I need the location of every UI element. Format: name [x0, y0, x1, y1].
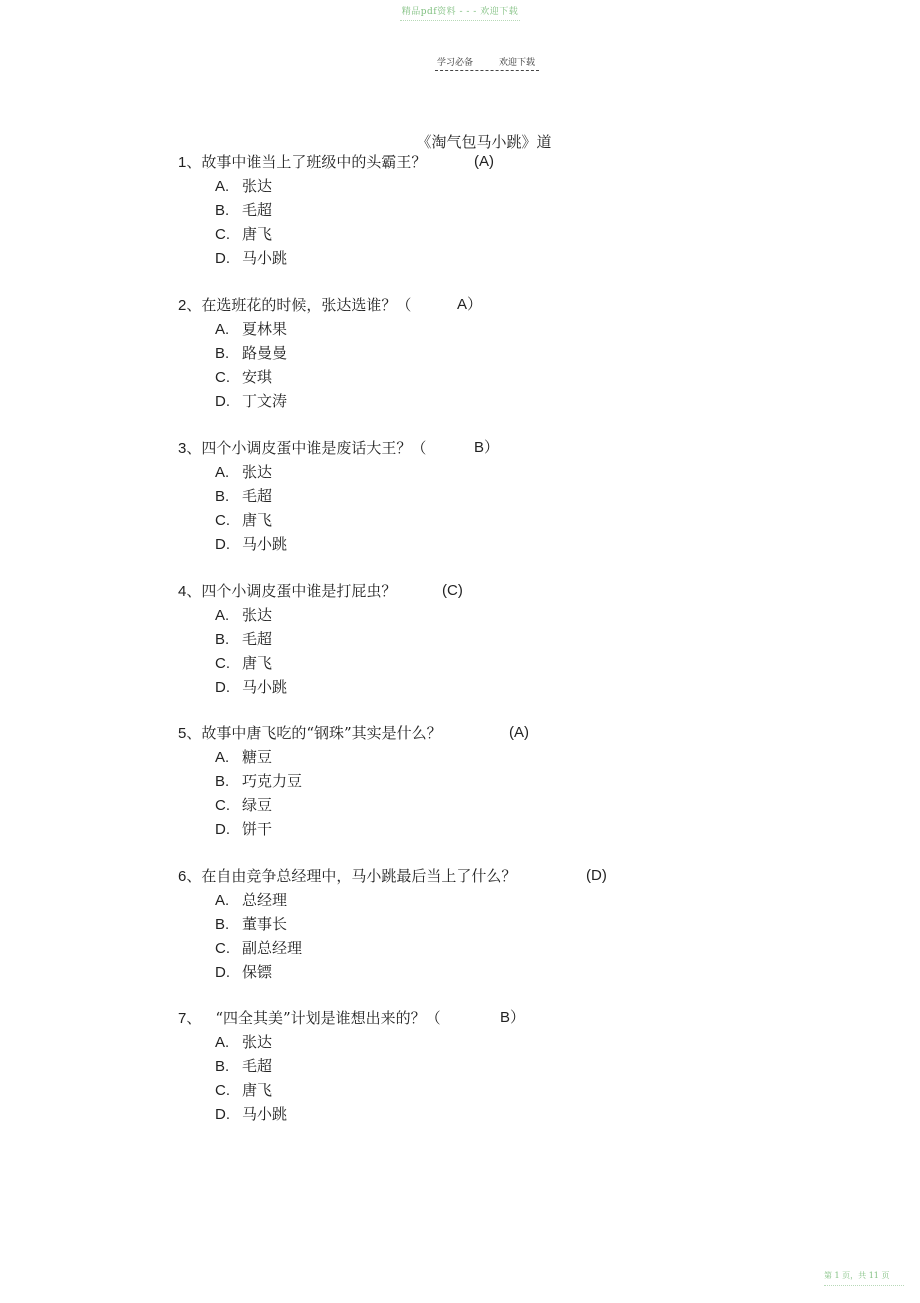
question-text: 四个小调皮蛋中谁是打屁虫？	[201, 582, 397, 600]
question-answer: B）	[500, 1009, 526, 1026]
option-letter: A.	[215, 749, 230, 766]
answer-option	[178, 960, 798, 984]
header-left-text: 学习必备	[437, 58, 474, 68]
answer-option	[178, 675, 798, 699]
option-text: 饼干	[242, 820, 273, 838]
option-letter: B.	[215, 916, 230, 933]
answer-option	[178, 198, 798, 222]
option-text: 马小跳	[242, 249, 288, 267]
option-text: 丁文涛	[242, 392, 288, 410]
option-text: 唐飞	[242, 511, 273, 529]
top-watermark-text: 精品pdf资料 - - - 欢迎下载	[401, 7, 519, 17]
question-line	[178, 293, 798, 317]
question-line	[178, 864, 798, 888]
option-letter: A.	[215, 607, 230, 624]
option-letter: A.	[215, 1034, 230, 1051]
answer-option	[178, 888, 798, 912]
option-letter: D.	[215, 1106, 230, 1123]
answer-option	[178, 174, 798, 198]
top-watermark	[0, 4, 920, 21]
option-letter: C.	[215, 1082, 230, 1099]
answer-option	[178, 912, 798, 936]
option-text: 唐飞	[242, 1081, 273, 1099]
question-line	[178, 579, 798, 603]
question-number: 3、	[178, 440, 202, 457]
option-letter: A.	[215, 464, 230, 481]
answer-option	[178, 745, 798, 769]
answer-option	[178, 222, 798, 246]
option-text: 张达	[242, 177, 273, 195]
question-text: 故事中谁当上了班级中的头霸王？	[201, 153, 427, 171]
option-letter: B.	[215, 202, 230, 219]
option-text: 毛超	[242, 1057, 273, 1075]
option-letter: C.	[215, 797, 230, 814]
page-number-text: 第 1 页，共 11 页	[824, 1271, 890, 1280]
option-text: 安琪	[242, 368, 273, 386]
question-answer: A）	[457, 296, 483, 313]
question-answer: (C)	[442, 582, 463, 599]
option-text: 毛超	[242, 487, 273, 505]
answer-option	[178, 936, 798, 960]
question-answer: (A)	[509, 724, 529, 741]
option-text: 张达	[242, 606, 273, 624]
option-letter: C.	[215, 226, 230, 243]
question-number: 5、	[178, 725, 202, 742]
option-letter: B.	[215, 631, 230, 648]
answer-option	[178, 460, 798, 484]
option-letter: C.	[215, 940, 230, 957]
option-letter: C.	[215, 655, 230, 672]
question-line	[178, 150, 798, 174]
question-block	[178, 1006, 798, 1126]
option-text: 总经理	[242, 891, 288, 909]
option-letter: B.	[215, 1058, 230, 1075]
answer-option	[178, 365, 798, 389]
answer-option	[178, 508, 798, 532]
option-text: 马小跳	[242, 1105, 288, 1123]
question-text: 在自由竞争总经理中，马小跳最后当上了什么？	[201, 867, 517, 885]
question-number: 1、	[178, 154, 202, 171]
answer-option	[178, 793, 798, 817]
option-text: 糖豆	[242, 748, 273, 766]
option-text: 马小跳	[242, 678, 288, 696]
answer-option	[178, 1078, 798, 1102]
question-block	[178, 864, 798, 984]
question-line	[178, 721, 798, 745]
option-text: 张达	[242, 463, 273, 481]
option-text: 保镖	[242, 963, 273, 981]
option-text: 张达	[242, 1033, 273, 1051]
question-text: 在选班花的时候，张达选谁？（	[201, 296, 412, 314]
answer-option	[178, 769, 798, 793]
answer-option	[178, 484, 798, 508]
option-text: 巧克力豆	[242, 772, 303, 790]
option-letter: B.	[215, 773, 230, 790]
answer-option	[178, 1102, 798, 1126]
option-letter: B.	[215, 488, 230, 505]
option-text: 夏林果	[242, 320, 288, 338]
option-letter: B.	[215, 345, 230, 362]
question-block	[178, 436, 798, 556]
question-number: 7、	[178, 1010, 202, 1027]
option-letter: D.	[215, 393, 230, 410]
question-block	[178, 293, 798, 413]
option-letter: A.	[215, 892, 230, 909]
question-block	[178, 150, 798, 270]
option-text: 毛超	[242, 201, 273, 219]
answer-option	[178, 317, 798, 341]
answer-option	[178, 389, 798, 413]
answer-option	[178, 341, 798, 365]
option-text: 副总经理	[242, 939, 303, 957]
question-number: 2、	[178, 297, 202, 314]
answer-option	[178, 1030, 798, 1054]
question-number: 4、	[178, 583, 202, 600]
question-text: “四全其美”计划是谁想出来的？（	[215, 1009, 441, 1027]
question-answer: (A)	[474, 153, 494, 170]
option-letter: C.	[215, 512, 230, 529]
footer-dots	[824, 1283, 904, 1286]
answer-option	[178, 532, 798, 556]
option-letter: D.	[215, 964, 230, 981]
answer-option	[178, 817, 798, 841]
option-letter: D.	[215, 821, 230, 838]
answer-option	[178, 627, 798, 651]
top-watermark-dots	[400, 18, 520, 21]
question-block	[178, 721, 798, 841]
question-answer: (D)	[586, 867, 607, 884]
question-answer: B）	[474, 439, 500, 456]
answer-option	[178, 603, 798, 627]
option-letter: D.	[215, 679, 230, 696]
option-letter: A.	[215, 321, 230, 338]
answer-option	[178, 651, 798, 675]
page-footer	[824, 1270, 904, 1286]
option-text: 唐飞	[242, 225, 273, 243]
option-text: 董事长	[242, 915, 288, 933]
question-block	[178, 579, 798, 699]
option-letter: D.	[215, 250, 230, 267]
question-text: 故事中唐飞吃的“钢珠”其实是什么？	[201, 724, 442, 742]
question-line	[178, 1006, 798, 1030]
document-title: 《淘气包马小跳》道	[416, 133, 552, 151]
question-number: 6、	[178, 868, 202, 885]
option-text: 路曼曼	[242, 344, 288, 362]
question-line	[178, 436, 798, 460]
answer-option	[178, 246, 798, 270]
option-text: 毛超	[242, 630, 273, 648]
option-text: 马小跳	[242, 535, 288, 553]
header-right-text: 欢迎下载	[499, 58, 536, 68]
option-letter: A.	[215, 178, 230, 195]
question-text: 四个小调皮蛋中谁是废话大王？（	[201, 439, 427, 457]
option-letter: D.	[215, 536, 230, 553]
option-text: 唐飞	[242, 654, 273, 672]
option-text: 绿豆	[242, 796, 273, 814]
header-rule	[435, 70, 539, 71]
option-letter: C.	[215, 369, 230, 386]
answer-option	[178, 1054, 798, 1078]
